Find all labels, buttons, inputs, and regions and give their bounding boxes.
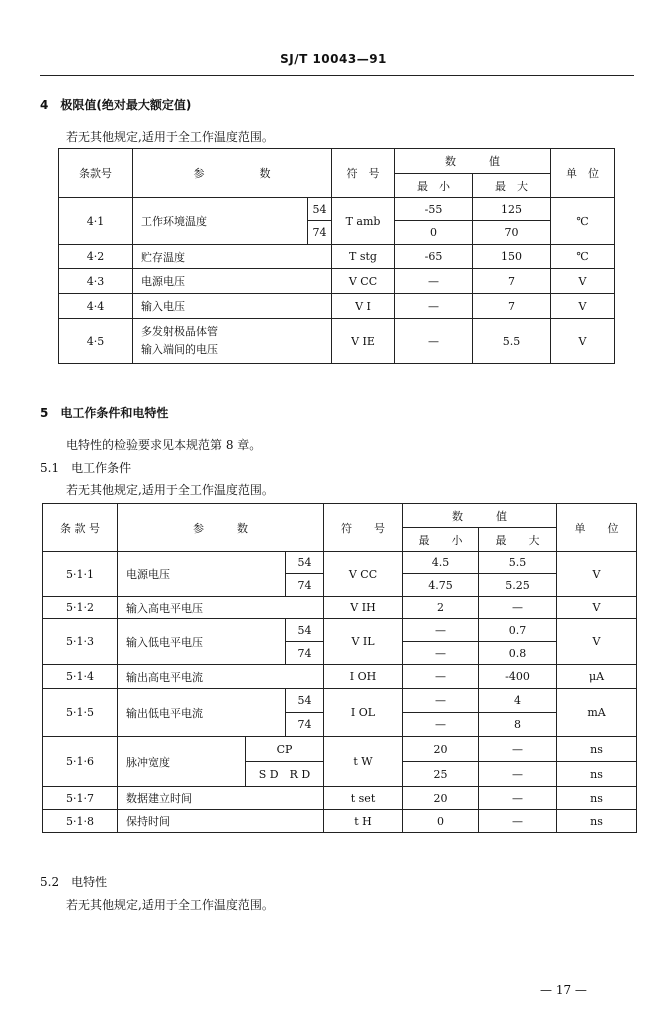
symbol: V I [332, 294, 395, 319]
param: 电源电压 [133, 269, 332, 294]
min-value: 2 [403, 597, 479, 619]
max-value: 5.5 [473, 319, 551, 364]
clause-no: 4·2 [59, 245, 133, 269]
min-value: 4.75 [403, 574, 479, 597]
unit: V [551, 269, 615, 294]
section-4-heading: 4 极限值(绝对最大额定值) [40, 98, 192, 112]
clause-no: 4·3 [59, 269, 133, 294]
col-header-param: 参 数 [118, 504, 324, 552]
max-value: 7 [473, 269, 551, 294]
col-header-max: 最 大 [479, 528, 557, 552]
param: 贮存温度 [133, 245, 332, 269]
unit: ns [557, 810, 637, 833]
clause-no: 5·1·2 [43, 597, 118, 619]
section-5-1-heading: 5.1 电工作条件 [40, 461, 132, 475]
min-value: 4.5 [403, 552, 479, 574]
max-value: — [479, 597, 557, 619]
min-value: — [403, 713, 479, 737]
unit: ns [557, 762, 637, 787]
col-header-param: 参 数 [133, 149, 332, 198]
max-value: — [479, 737, 557, 762]
subparam-sd-rd: S D R D [246, 762, 324, 787]
max-value: 5.25 [479, 574, 557, 597]
symbol: V IL [324, 619, 403, 665]
clause-no: 5·1·7 [43, 787, 118, 810]
min-value: — [403, 665, 479, 689]
min-value: — [395, 319, 473, 364]
section-5-2-note: 若无其他规定,适用于全工作温度范围。 [66, 898, 274, 912]
unit: V [557, 597, 637, 619]
param [133, 319, 332, 364]
col-header-value: 数 值 [403, 504, 557, 528]
min-value: — [403, 619, 479, 642]
param: 输入低电平电压 [118, 619, 286, 665]
symbol: t set [324, 787, 403, 810]
max-value: 4 [479, 689, 557, 713]
param: 输入高电平电压 [118, 597, 324, 619]
series-74: 74 [308, 221, 332, 245]
series-54: 54 [286, 619, 324, 642]
max-value: 150 [473, 245, 551, 269]
conditions-table [42, 503, 637, 833]
table-row [59, 294, 615, 319]
subparam-cp: CP [246, 737, 324, 762]
page-number: — 17 — [540, 983, 587, 997]
symbol: I OH [324, 665, 403, 689]
clause-no: 4·4 [59, 294, 133, 319]
min-value: — [395, 294, 473, 319]
section-4-note: 若无其他规定,适用于全工作温度范围。 [66, 130, 274, 144]
max-value: — [479, 810, 557, 833]
col-header-min: 最 小 [403, 528, 479, 552]
max-value: 70 [473, 221, 551, 245]
param: 电源电压 [118, 552, 286, 597]
col-header-max: 最 大 [473, 174, 551, 198]
min-value: 20 [403, 787, 479, 810]
section-5-intro: 电特性的检验要求见本规范第 8 章。 [66, 438, 262, 452]
max-value: 125 [473, 198, 551, 221]
min-value: 25 [403, 762, 479, 787]
col-header-unit: 单 位 [551, 149, 615, 198]
clause-no: 5·1·5 [43, 689, 118, 737]
clause-no: 5·1·4 [43, 665, 118, 689]
symbol: V CC [324, 552, 403, 597]
table-row [59, 245, 615, 269]
clause-no: 5·1·3 [43, 619, 118, 665]
table-row [59, 319, 615, 364]
param: 保持时间 [118, 810, 324, 833]
max-value: — [479, 762, 557, 787]
series-54: 54 [286, 552, 324, 574]
param-line: 多发射极晶体管 [141, 325, 218, 338]
unit: mA [557, 689, 637, 737]
max-value: -400 [479, 665, 557, 689]
symbol: t H [324, 810, 403, 833]
max-value: 0.7 [479, 619, 557, 642]
col-header-symbol: 符 号 [324, 504, 403, 552]
series-54: 54 [286, 689, 324, 713]
header-rule [40, 75, 634, 76]
col-header-value: 数 值 [395, 149, 551, 174]
series-54: 54 [308, 198, 332, 221]
param-line: 输入端间的电压 [141, 343, 218, 356]
series-74: 74 [286, 642, 324, 665]
clause-no: 5·1·6 [43, 737, 118, 787]
param: 输入电压 [133, 294, 332, 319]
unit: V [551, 294, 615, 319]
min-value: 0 [395, 221, 473, 245]
table-row [59, 269, 615, 294]
clause-no: 5·1·1 [43, 552, 118, 597]
symbol: V CC [332, 269, 395, 294]
max-value: 0.8 [479, 642, 557, 665]
symbol: T stg [332, 245, 395, 269]
col-header-min: 最 小 [395, 174, 473, 198]
series-74: 74 [286, 713, 324, 737]
section-5-1-note: 若无其他规定,适用于全工作温度范围。 [66, 483, 274, 497]
symbol-tamb: T amb [332, 198, 395, 245]
unit: μA [557, 665, 637, 689]
symbol: t W [324, 737, 403, 787]
col-header-symbol: 符 号 [332, 149, 395, 198]
table-row-4-1-param: 工作环境温度 [133, 198, 308, 245]
unit: ns [557, 787, 637, 810]
max-value: 5.5 [479, 552, 557, 574]
col-header-clause: 条款号 [59, 149, 133, 198]
min-value: 0 [403, 810, 479, 833]
min-value: — [395, 269, 473, 294]
min-value: -55 [395, 198, 473, 221]
min-value: -65 [395, 245, 473, 269]
unit: ns [557, 737, 637, 762]
min-value: — [403, 642, 479, 665]
param: 输出高电平电流 [118, 665, 324, 689]
unit: ℃ [551, 198, 615, 245]
max-value: — [479, 787, 557, 810]
section-5-heading: 5 电工作条件和电特性 [40, 406, 169, 420]
unit: ℃ [551, 245, 615, 269]
min-value: — [403, 689, 479, 713]
max-value: 7 [473, 294, 551, 319]
unit: V [557, 619, 637, 665]
unit: V [557, 552, 637, 597]
unit: V [551, 319, 615, 364]
min-value: 20 [403, 737, 479, 762]
limits-table [58, 148, 615, 364]
symbol: V IE [332, 319, 395, 364]
param: 输出低电平电流 [118, 689, 286, 737]
series-74: 74 [286, 574, 324, 597]
max-value: 8 [479, 713, 557, 737]
table-row-4-1-no: 4·1 [59, 198, 133, 245]
param: 数据建立时间 [118, 787, 324, 810]
symbol: V IH [324, 597, 403, 619]
clause-no: 4·5 [59, 319, 133, 364]
param: 脉冲宽度 [118, 737, 246, 787]
section-5-2-heading: 5.2 电特性 [40, 875, 108, 889]
col-header-unit: 单 位 [557, 504, 637, 552]
clause-no: 5·1·8 [43, 810, 118, 833]
col-header-clause: 条 款 号 [43, 504, 118, 552]
symbol: I OL [324, 689, 403, 737]
document-header: SJ/T 10043—91 [280, 52, 387, 66]
